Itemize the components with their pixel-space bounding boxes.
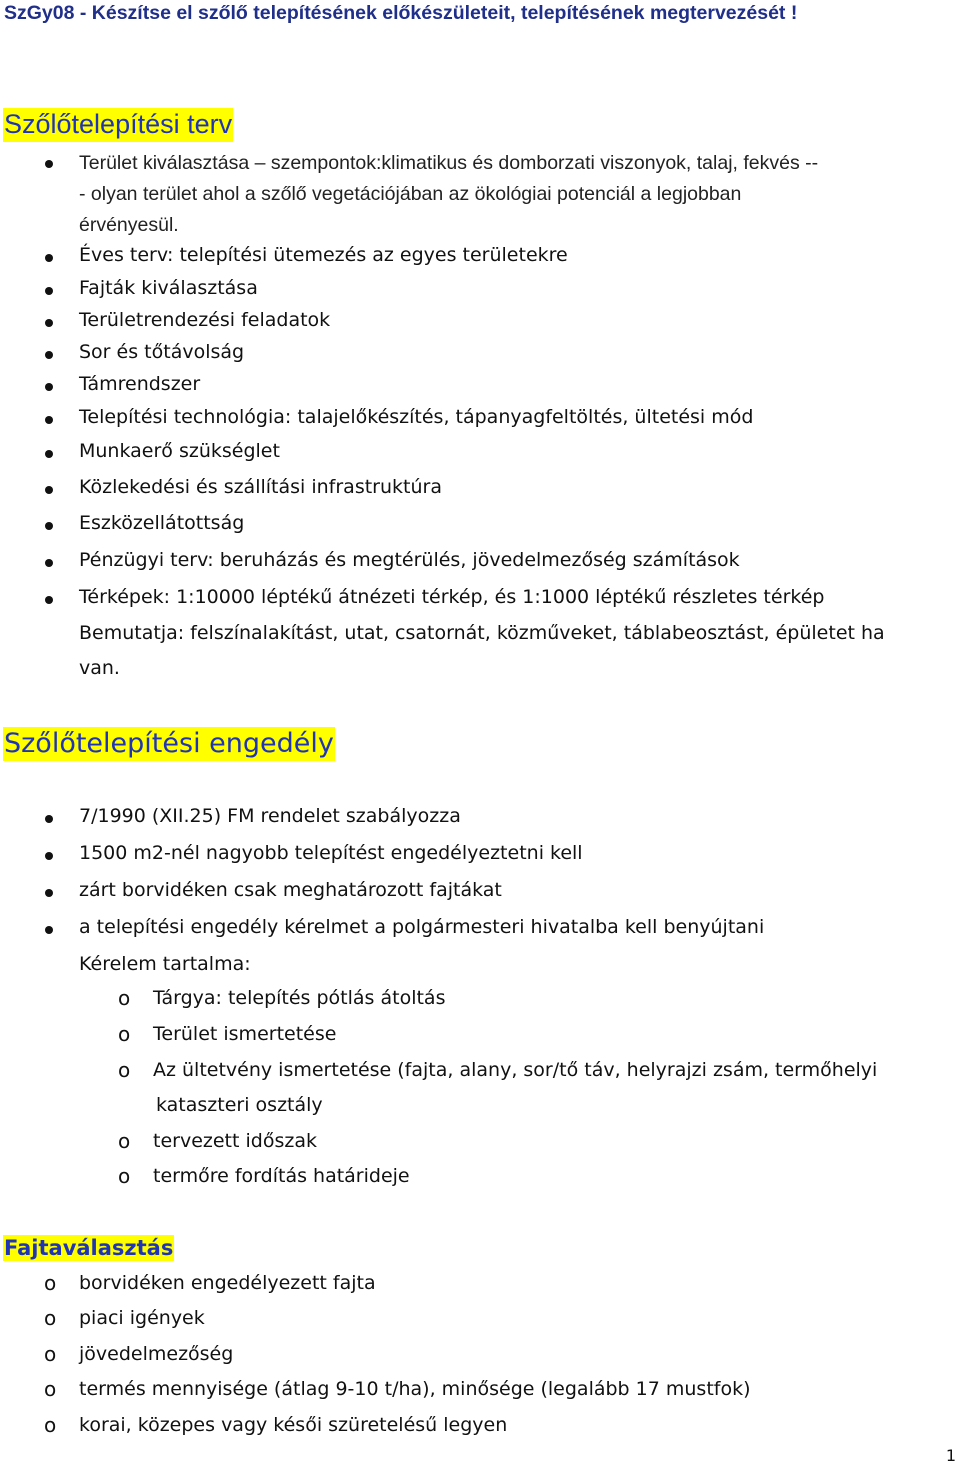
section-heading-fajtavalasztas: Fajtaválasztás <box>4 1236 174 1260</box>
bullet-dot <box>45 383 53 391</box>
map-note: Bemutatja: felszínalakítást, utat, csatornát, közműveket, táblabeosztást, épületet ha <box>79 622 885 644</box>
list-item-text: borvidéken engedélyezett fajta <box>79 1272 376 1294</box>
sub-list-item: tervezett időszak <box>153 1130 317 1152</box>
list-item-text: Eszközellátottság <box>79 512 245 534</box>
sub-list-item-cont: kataszteri osztály <box>156 1094 323 1116</box>
list-item-text: Fajták kiválasztása <box>79 277 258 299</box>
list-item-text-cont: - olyan terület ahol a szőlő vegetációjában az ökológiai potenciál a legjobban <box>79 183 742 205</box>
sub-bullet: o <box>118 986 131 1010</box>
bullet-dot <box>45 287 53 295</box>
bullet-dot <box>45 351 53 359</box>
list-item-text: Terület kiválasztása – szempontok:klimatikus és domborzati viszonyok, talaj, fekvés -- <box>79 152 819 174</box>
list-item-text: Munkaerő szükséglet <box>79 440 280 462</box>
list-item-text: termés mennyisége (átlag 9-10 t/ha), minősége (legalább 17 mustfok) <box>79 1378 751 1400</box>
list-item-text: Pénzügyi terv: beruházás és megtérülés, jövedelmezőség számítások <box>79 549 740 571</box>
map-note-cont: van. <box>79 657 120 679</box>
list-item-text: Éves terv: telepítési ütemezés az egyes területekre <box>79 244 568 266</box>
bullet-dot <box>45 596 53 604</box>
list-item-text: zárt borvidéken csak meghatározott fajtákat <box>79 879 502 901</box>
list-item-text: Térképek: 1:10000 léptékű átnézeti térkép, és 1:1000 léptékű részletes térkép <box>79 586 825 608</box>
bullet-dot <box>45 254 53 262</box>
bullet-dot <box>45 486 53 494</box>
list-item-text: 7/1990 (XII.25) FM rendelet szabályozza <box>79 805 461 827</box>
bullet-dot <box>45 450 53 458</box>
sub-bullet: o <box>118 1022 131 1046</box>
sub-bullet: o <box>44 1306 57 1330</box>
section-heading-telepitesi-terv: Szőlőtelepítési terv <box>3 108 233 142</box>
sub-bullet: o <box>44 1342 57 1366</box>
sub-bullet: o <box>44 1413 57 1437</box>
list-item-text: Területrendezési feladatok <box>79 309 331 331</box>
list-item-text: Közlekedési és szállítási infrastruktúra <box>79 476 442 498</box>
bullet-dot <box>45 852 53 860</box>
list-item-text: a telepítési engedély kérelmet a polgármesteri hivatalba kell benyújtani <box>79 916 765 938</box>
bullet-dot <box>45 416 53 424</box>
sub-bullet: o <box>118 1164 131 1188</box>
list-item-text: Telepítési technológia: talajelőkészítés, tápanyagfeltöltés, ültetési mód <box>79 406 754 428</box>
bullet-dot <box>45 319 53 327</box>
sub-bullet: o <box>118 1058 131 1082</box>
list-item-text: piaci igények <box>79 1307 205 1329</box>
sub-list-item: Az ültetvény ismertetése (fajta, alany, sor/tő táv, helyrajzi zsám, termőhelyi <box>153 1059 878 1081</box>
section-heading-engedely: Szőlőtelepítési engedély <box>4 728 334 759</box>
sub-bullet: o <box>44 1377 57 1401</box>
sub-list-item: termőre fordítás határideje <box>153 1165 410 1187</box>
page-number: 1 <box>945 1446 956 1465</box>
list-item-text: jövedelmezőség <box>79 1343 234 1365</box>
sub-bullet: o <box>118 1129 131 1153</box>
list-item-text: Támrendszer <box>79 373 201 395</box>
sub-list-item: Tárgya: telepítés pótlás átoltás <box>153 987 446 1009</box>
bullet-dot <box>45 889 53 897</box>
sub-list-label: Kérelem tartalma: <box>79 953 251 975</box>
list-item-text: 1500 m2-nél nagyobb telepítést engedélyeztetni kell <box>79 842 583 864</box>
document-title: SzGy08 - Készítse el szőlő telepítésének előkészületeit, telepítésének megtervezését ! <box>4 2 798 24</box>
list-item-text: korai, közepes vagy késői szüretelésű legyen <box>79 1414 508 1436</box>
bullet-dot <box>45 160 53 168</box>
list-item-text: Sor és tőtávolság <box>79 341 245 363</box>
bullet-dot <box>45 926 53 934</box>
list-item-text-cont: érvényesül. <box>79 214 179 236</box>
bullet-dot <box>45 815 53 823</box>
bullet-dot <box>45 522 53 530</box>
sub-list-item: Terület ismertetése <box>153 1023 337 1045</box>
sub-bullet: o <box>44 1271 57 1295</box>
bullet-dot <box>45 559 53 567</box>
